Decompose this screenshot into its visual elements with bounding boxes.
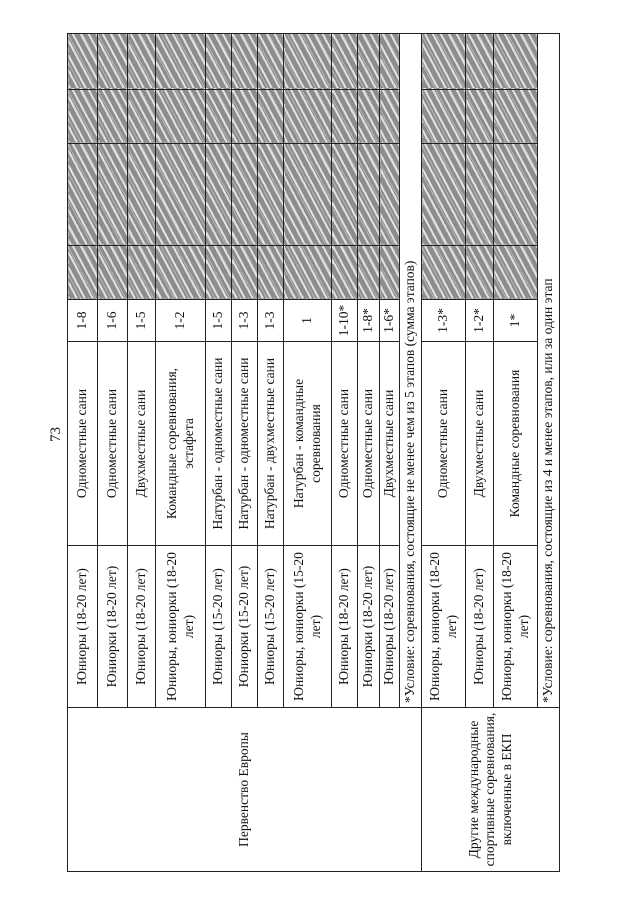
discipline-cell: Одноместные сани	[358, 342, 380, 546]
shaded-cell	[422, 246, 466, 300]
shaded-cell	[156, 144, 206, 246]
group-name: Первенство Европы	[68, 708, 422, 872]
shaded-cell	[98, 34, 128, 90]
shaded-cell	[68, 90, 98, 144]
age-cell: Юниорки (15-20 лет)	[232, 546, 258, 708]
discipline-cell: Двухместные сани	[128, 342, 156, 546]
place-cell: 1-3	[232, 300, 258, 342]
place-cell: 1*	[494, 300, 538, 342]
shaded-cell	[358, 246, 380, 300]
shaded-cell	[98, 144, 128, 246]
shaded-cell	[68, 34, 98, 90]
shaded-cell	[358, 34, 380, 90]
shaded-cell	[332, 90, 358, 144]
shaded-cell	[466, 34, 494, 90]
shaded-cell	[466, 246, 494, 300]
shaded-cell	[494, 246, 538, 300]
shaded-cell	[206, 90, 232, 144]
shaded-cell	[284, 90, 332, 144]
shaded-cell	[156, 90, 206, 144]
rotated-table-wrapper	[67, 34, 556, 872]
place-cell: 1-2	[156, 300, 206, 342]
shaded-cell	[332, 144, 358, 246]
shaded-cell	[68, 144, 98, 246]
place-cell: 1-5	[128, 300, 156, 342]
shaded-cell	[380, 34, 400, 90]
age-cell: Юниоры (15-20 лет)	[206, 546, 232, 708]
shaded-cell	[258, 34, 284, 90]
shaded-cell	[258, 246, 284, 300]
shaded-cell	[68, 246, 98, 300]
shaded-cell	[494, 90, 538, 144]
shaded-cell	[380, 90, 400, 144]
age-cell: Юниоры, юниорки (18-20 лет)	[156, 546, 206, 708]
discipline-cell: Командные соревнования, эстафета	[156, 342, 206, 546]
place-cell: 1-5	[206, 300, 232, 342]
discipline-cell: Двухместные сани	[380, 342, 400, 546]
group-name: Другие международные спортивные соревнования, включенные в ЕКП	[422, 708, 560, 872]
shaded-cell	[284, 34, 332, 90]
discipline-cell: Натурбан - командные соревнования	[284, 342, 332, 546]
shaded-cell	[128, 246, 156, 300]
shaded-cell	[466, 144, 494, 246]
condition-note: *Условие: соревнования, состоящие не менее чем из 5 этапов (сумма этапов)	[400, 34, 422, 708]
age-cell: Юниорки (18-20 лет)	[358, 546, 380, 708]
shaded-cell	[380, 246, 400, 300]
discipline-cell: Командные соревнования	[494, 342, 538, 546]
discipline-cell: Одноместные сани	[98, 342, 128, 546]
shaded-cell	[258, 144, 284, 246]
shaded-cell	[232, 90, 258, 144]
shaded-cell	[206, 246, 232, 300]
place-cell: 1-6*	[380, 300, 400, 342]
shaded-cell	[128, 90, 156, 144]
shaded-cell	[284, 144, 332, 246]
discipline-cell: Двухместные сани	[466, 342, 494, 546]
shaded-cell	[422, 34, 466, 90]
discipline-cell: Натурбан - одноместные сани	[232, 342, 258, 546]
shaded-cell	[380, 144, 400, 246]
age-cell: Юниоры (18-20 лет)	[128, 546, 156, 708]
shaded-cell	[494, 34, 538, 90]
shaded-cell	[128, 144, 156, 246]
age-cell: Юниоры, юниорки (18-20 лет)	[422, 546, 466, 708]
place-cell: 1-3*	[422, 300, 466, 342]
shaded-cell	[206, 144, 232, 246]
discipline-cell: Одноместные сани	[332, 342, 358, 546]
shaded-cell	[332, 34, 358, 90]
age-cell: Юниоры (18-20 лет)	[68, 546, 98, 708]
shaded-cell	[332, 246, 358, 300]
shaded-cell	[466, 90, 494, 144]
shaded-cell	[422, 144, 466, 246]
place-cell: 1-8	[68, 300, 98, 342]
age-cell: Юниоры (18-20 лет)	[380, 546, 400, 708]
shaded-cell	[284, 246, 332, 300]
page-number: 73	[48, 427, 64, 442]
shaded-cell	[494, 144, 538, 246]
age-cell: Юниоры, юниорки (18-20 лет)	[494, 546, 538, 708]
shaded-cell	[422, 90, 466, 144]
age-cell: Юниоры (18-20 лет)	[466, 546, 494, 708]
place-cell: 1-6	[98, 300, 128, 342]
shaded-cell	[258, 90, 284, 144]
age-cell: Юниорки (18-20 лет)	[98, 546, 128, 708]
place-cell: 1-2*	[466, 300, 494, 342]
shaded-cell	[232, 34, 258, 90]
discipline-cell: Натурбан - двухместные сани	[258, 342, 284, 546]
table-row	[422, 34, 466, 872]
shaded-cell	[98, 90, 128, 144]
shaded-cell	[156, 246, 206, 300]
shaded-cell	[206, 34, 232, 90]
place-cell: 1-8*	[358, 300, 380, 342]
discipline-cell: Одноместные сани	[68, 342, 98, 546]
sports-category-table	[67, 33, 560, 872]
place-cell: 1-10*	[332, 300, 358, 342]
shaded-cell	[128, 34, 156, 90]
place-cell: 1-3	[258, 300, 284, 342]
shaded-cell	[232, 246, 258, 300]
discipline-cell: Одноместные сани	[422, 342, 466, 546]
age-cell: Юниоры, юниорки (15-20 лет)	[284, 546, 332, 708]
shaded-cell	[98, 246, 128, 300]
table-row	[68, 34, 98, 872]
age-cell: Юниоры (15-20 лет)	[258, 546, 284, 708]
shaded-cell	[358, 90, 380, 144]
shaded-cell	[232, 144, 258, 246]
place-cell: 1	[284, 300, 332, 342]
condition-note: *Условие: соревнования, состоящие из 4 и менее этапов, или за один этап	[538, 34, 560, 708]
shaded-cell	[358, 144, 380, 246]
shaded-cell	[156, 34, 206, 90]
discipline-cell: Натурбан - одноместные сани	[206, 342, 232, 546]
age-cell: Юниоры (18-20 лет)	[332, 546, 358, 708]
